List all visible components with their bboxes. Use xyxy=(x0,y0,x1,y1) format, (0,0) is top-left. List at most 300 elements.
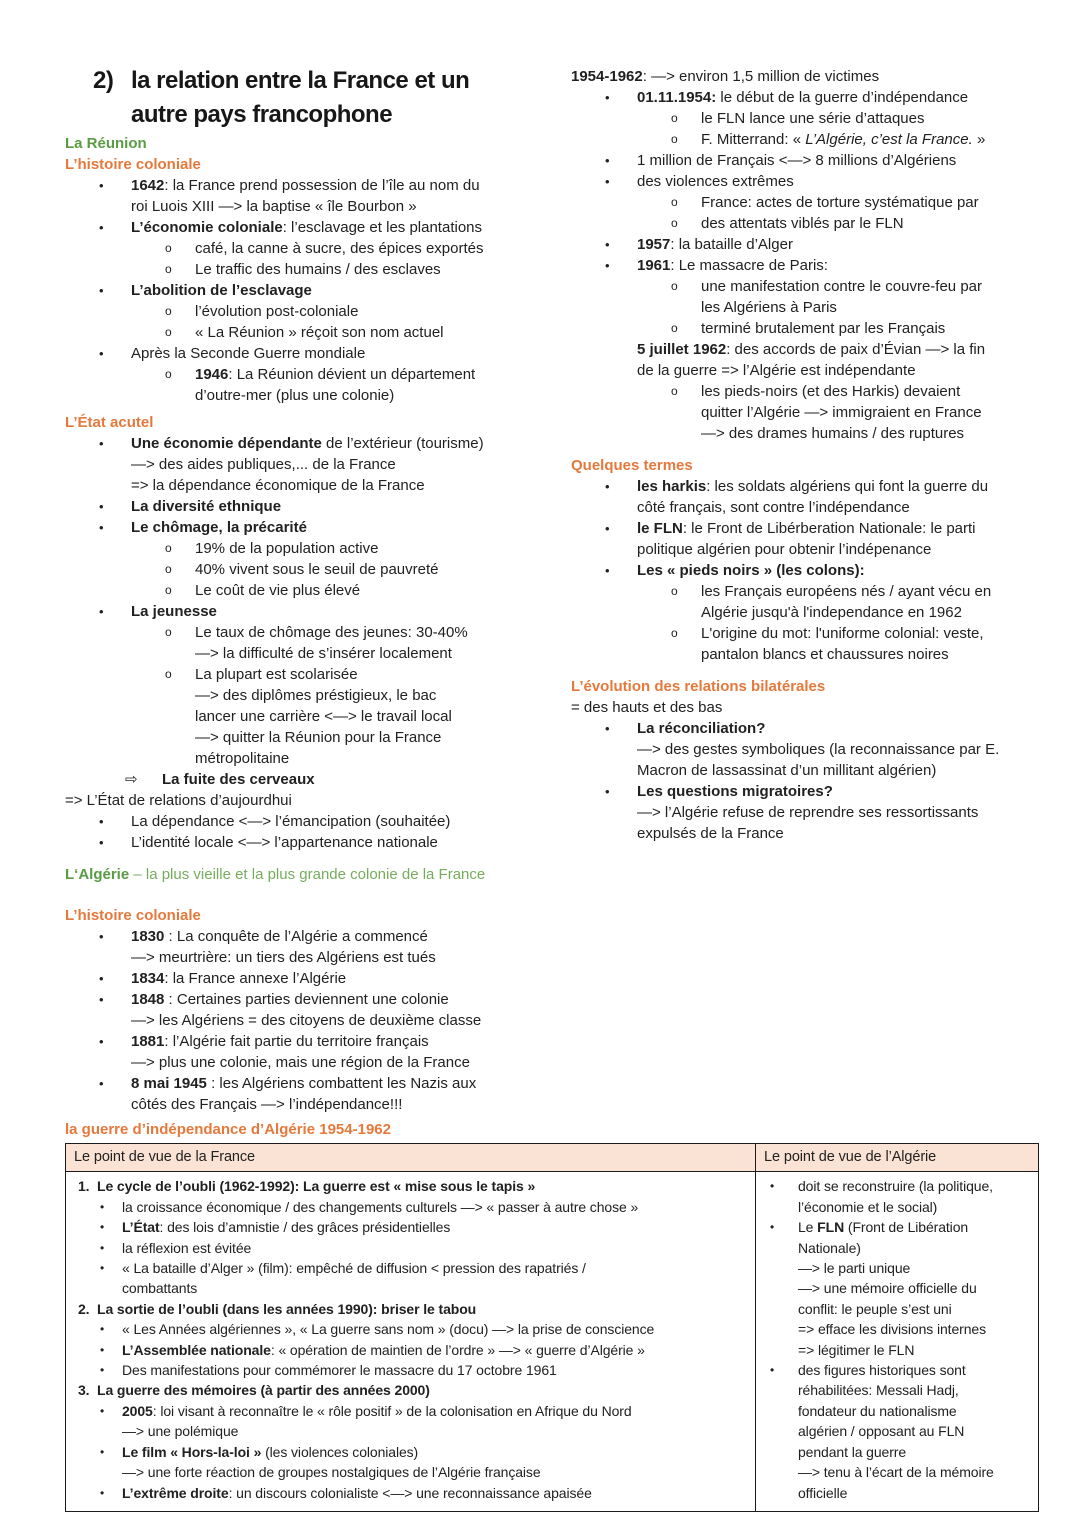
text-line xyxy=(65,811,543,832)
text-run: —> le parti unique xyxy=(798,1260,911,1277)
text-run: « La bataille d’Alger » (film): empêché de diffusion < pression des rapatriés / xyxy=(122,1260,586,1277)
text-line xyxy=(571,718,1043,739)
text-run: L'origine du mot: l'uniforme colonial: veste, xyxy=(701,625,984,642)
text-line xyxy=(756,1483,1032,1503)
circle-bullet-icon: o xyxy=(671,626,678,640)
text-run: : le Front de Libérberation Nationale: le parti xyxy=(682,520,976,537)
text-run: FLN xyxy=(817,1219,845,1236)
text-run: : La conquête de l’Algérie a commencé xyxy=(164,928,428,945)
text-run: La fuite des cerveaux xyxy=(162,771,315,788)
text-line xyxy=(571,560,1043,581)
bullet-icon: • xyxy=(99,971,104,986)
text-line xyxy=(65,1010,543,1031)
text-run: La guerre des mémoires (à partir des années 2000) xyxy=(97,1382,430,1399)
circle-bullet-icon: o xyxy=(165,262,172,276)
text-line xyxy=(756,1258,1032,1278)
text-run: —> les Algériens = des citoyens de deuxième classe xyxy=(131,1012,482,1029)
text-line xyxy=(756,1360,1032,1380)
text-run: 1881 xyxy=(131,1033,165,1050)
text-run: L’identité locale <—> l’appartenance nationale xyxy=(131,834,438,851)
circle-bullet-icon: o xyxy=(671,279,678,293)
circle-bullet-icon: o xyxy=(165,541,172,555)
text-run: —> une polémique xyxy=(122,1423,239,1440)
text-line xyxy=(756,1421,1032,1441)
bullet-icon: • xyxy=(605,258,610,273)
text-line xyxy=(65,685,543,706)
text-line xyxy=(756,1217,1032,1237)
text-line xyxy=(65,301,543,322)
text-line xyxy=(756,1176,1032,1196)
circle-bullet-icon: o xyxy=(671,195,678,209)
left-column xyxy=(65,64,543,1115)
table-header-algerie: Le point de vue de l’Algérie xyxy=(756,1144,1039,1172)
text-run: —> quitter la Réunion pour la France xyxy=(195,729,442,746)
text-run: politique algérien pour obtenir l’indépenance xyxy=(637,541,932,558)
text-run: l’économie et le social) xyxy=(798,1198,938,1215)
text-run: 40% vivent sous le seuil de pauvreté xyxy=(195,561,439,578)
text-run: 1946 xyxy=(195,366,229,383)
title-line-2: autre pays francophone xyxy=(131,101,393,128)
text-line xyxy=(571,129,1043,150)
text-run: —> la difficulté de s’insérer localement xyxy=(195,645,452,662)
text-line xyxy=(571,108,1043,129)
text-run: : loi visant à reconnaître le « rôle positif » de la colonisation en Afrique du Nord xyxy=(152,1402,632,1419)
text-run: 1830 xyxy=(131,928,165,945)
text-run: Algérie jusqu'à l'independance en 1962 xyxy=(701,604,962,621)
text-run: Le cycle de l’oubli (1962-1992): La guerre est « mise sous le tapis » xyxy=(97,1178,536,1195)
bullet-icon: • xyxy=(100,1240,105,1255)
text-line xyxy=(66,1483,749,1503)
text-line xyxy=(571,739,1043,760)
bullet-icon: • xyxy=(100,1363,105,1378)
text-run: roi Luois XIII —> la baptise « île Bourbon » xyxy=(131,198,417,215)
text-run: Le traffic des humains / des esclaves xyxy=(195,261,441,278)
text-run: les Français européens nés / ayant vécu en xyxy=(701,583,992,600)
text-run: conflit: le peuple s’est uni xyxy=(798,1300,952,1317)
text-line xyxy=(65,517,543,538)
bullet-icon: • xyxy=(605,521,610,536)
text-line xyxy=(65,864,543,885)
text-run: —> l’Algérie refuse de reprendre ses ressortissants xyxy=(637,804,979,821)
text-run: (Front de Libération xyxy=(844,1219,969,1236)
bullet-icon: • xyxy=(99,604,104,619)
text-line xyxy=(756,1238,1032,1258)
text-run: métropolitaine xyxy=(195,750,290,767)
text-run: Quelques termes xyxy=(571,457,693,474)
text-line xyxy=(571,402,1043,423)
text-run: : Certaines parties deviennent une colonie xyxy=(164,991,449,1008)
text-run: L’abolition de l’esclavage xyxy=(131,282,312,299)
number-label: 3. xyxy=(78,1382,90,1399)
text-run: : des lois d’amnistie / des grâces présidentielles xyxy=(159,1219,451,1236)
circle-bullet-icon: o xyxy=(671,584,678,598)
circle-bullet-icon: o xyxy=(165,667,172,681)
bullet-icon: • xyxy=(605,153,610,168)
text-line xyxy=(756,1401,1032,1421)
text-line xyxy=(66,1197,749,1217)
bullet-icon: • xyxy=(100,1261,105,1276)
text-run: côté français, sont contre l’indépendance xyxy=(637,499,910,516)
text-run: => efface les divisions internes xyxy=(798,1321,986,1338)
table-body-row xyxy=(66,1172,1039,1512)
text-run: 1848 xyxy=(131,991,165,1008)
text-line xyxy=(65,475,543,496)
circle-bullet-icon: o xyxy=(671,216,678,230)
text-run: —> une forte réaction de groupes nostalgiques de l’Algérie française xyxy=(122,1464,541,1481)
text-run: L’extrême droite xyxy=(122,1484,229,1501)
text-line xyxy=(571,318,1043,339)
text-line xyxy=(571,781,1043,802)
text-line xyxy=(65,259,543,280)
text-run: 8 mai 1945 xyxy=(131,1075,207,1092)
bullet-icon: • xyxy=(99,929,104,944)
circle-bullet-icon: o xyxy=(165,241,172,255)
left-column-blocks xyxy=(65,133,543,1115)
circle-bullet-icon: o xyxy=(165,562,172,576)
text-line xyxy=(571,581,1043,602)
text-run: La plupart est scolarisée xyxy=(195,666,358,683)
text-run: – la plus vieille et la plus grande colonie de la France xyxy=(129,866,486,883)
text-run: la croissance économique / des changements culturels —> « passer à autre chose » xyxy=(122,1198,639,1215)
text-line xyxy=(66,1217,749,1237)
text-run: les Algériens à Paris xyxy=(701,299,837,316)
text-run: 1 million de Français <—> 8 millions d’Algériens xyxy=(637,152,957,169)
text-run: 1642 xyxy=(131,177,165,194)
title-line-1: la relation entre la France et un xyxy=(131,67,470,94)
text-line xyxy=(571,623,1043,644)
text-run: le FLN lance une série d’attaques xyxy=(701,110,925,127)
text-run: les pieds-noirs (et des Harkis) devaient xyxy=(701,383,961,400)
bullet-icon: • xyxy=(99,499,104,514)
text-run: La dépendance <—> l’émancipation (souhaitée) xyxy=(131,813,451,830)
text-run: L’histoire coloniale xyxy=(65,156,201,173)
text-run: « La Réunion » réçoit son nom actuel xyxy=(195,324,444,341)
text-line xyxy=(65,968,543,989)
table-caption: la guerre d’indépendance d’Algérie 1954-1962 xyxy=(65,1121,391,1138)
text-run: L’histoire coloniale xyxy=(65,907,201,924)
text-line xyxy=(66,1238,749,1258)
bullet-icon: • xyxy=(100,1444,105,1459)
text-line xyxy=(65,343,543,364)
war-table-section xyxy=(65,1119,1038,1512)
text-run: : des accords de paix d’Évian —> la fin xyxy=(726,341,986,358)
text-run: Après la Seconde Guerre mondiale xyxy=(131,345,366,362)
text-run: pendant la guerre xyxy=(798,1443,907,1460)
bullet-icon: • xyxy=(605,90,610,105)
bullet-icon: • xyxy=(605,479,610,494)
text-run: —> tenu à l’écart de la mémoire xyxy=(798,1464,994,1481)
text-line xyxy=(65,601,543,622)
text-line xyxy=(571,381,1043,402)
text-run: : la bataille d’Alger xyxy=(670,236,793,253)
text-line xyxy=(66,1360,749,1380)
text-run: Une économie dépendante xyxy=(131,435,322,452)
bullet-icon: • xyxy=(99,178,104,193)
circle-bullet-icon: o xyxy=(165,583,172,597)
circle-bullet-icon: o xyxy=(671,321,678,335)
circle-bullet-icon: o xyxy=(165,625,172,639)
text-run: La jeunesse xyxy=(131,603,217,620)
text-run: Macron de lassassinat d’un millitant algérien) xyxy=(637,762,937,779)
bullet-icon: • xyxy=(99,814,104,829)
text-line xyxy=(756,1380,1032,1400)
bullet-icon: • xyxy=(100,1322,105,1337)
text-run: terminé brutalement par les Français xyxy=(701,320,946,337)
text-line xyxy=(65,769,543,790)
text-line xyxy=(571,192,1043,213)
text-run: : les soldats algériens qui font la guerre du xyxy=(706,478,989,495)
text-line xyxy=(65,322,543,343)
text-run: L’Algérie, c’est la France. xyxy=(805,131,973,148)
text-run: L’Assemblée nationale xyxy=(122,1341,271,1358)
text-run: La sortie de l’oubli (dans les années 1990): briser le tabou xyxy=(97,1300,477,1317)
text-run: : un discours colonialiste <—> une reconnaissance apaisée xyxy=(228,1484,592,1501)
bullet-icon: • xyxy=(99,220,104,235)
text-line xyxy=(65,538,543,559)
bullet-icon: • xyxy=(99,520,104,535)
text-line xyxy=(65,832,543,853)
text-line xyxy=(65,385,543,406)
text-run: => la dépendance économique de la France xyxy=(131,477,425,494)
table-header-france: Le point de vue de la France xyxy=(66,1144,756,1172)
text-run: réhabilitées: Messali Hadj, xyxy=(798,1382,959,1399)
text-line xyxy=(756,1340,1032,1360)
text-run: : « opération de maintien de l’ordre » —> « guerre d’Algérie » xyxy=(270,1341,645,1358)
text-run: de l’extérieur (tourisme) xyxy=(321,435,484,452)
text-run: 19% de la population active xyxy=(195,540,379,557)
text-line xyxy=(571,476,1043,497)
text-run: L’économie coloniale xyxy=(131,219,283,236)
text-run: —> des diplômes préstigieux, le bac xyxy=(195,687,437,704)
bullet-icon: • xyxy=(99,835,104,850)
number-label: 1. xyxy=(78,1178,90,1195)
text-run: : les Algériens combattent les Nazis aux xyxy=(206,1075,477,1092)
text-run: les harkis xyxy=(637,478,707,495)
text-run: Des manifestations pour commémorer le massacre du 17 octobre 1961 xyxy=(122,1362,557,1379)
text-line xyxy=(66,1319,749,1339)
text-run: : la France annexe l’Algérie xyxy=(164,970,347,987)
bullet-icon: • xyxy=(605,174,610,189)
text-run: café, la canne à sucre, des épices exportés xyxy=(195,240,484,257)
bullet-icon: • xyxy=(770,1179,775,1194)
text-run: Les questions migratoires? xyxy=(637,783,833,800)
text-line xyxy=(65,496,543,517)
text-line xyxy=(65,412,543,433)
text-run: le début de la guerre d’indépendance xyxy=(716,89,969,106)
text-line xyxy=(66,1278,749,1298)
text-line xyxy=(571,802,1043,823)
text-line xyxy=(571,539,1043,560)
text-run: » xyxy=(972,131,986,148)
text-line xyxy=(65,1094,543,1115)
text-run: 1957 xyxy=(637,236,671,253)
text-line xyxy=(65,1031,543,1052)
text-run: Le coût de vie plus élevé xyxy=(195,582,361,599)
circle-bullet-icon: o xyxy=(165,325,172,339)
bullet-icon: • xyxy=(605,784,610,799)
text-run: : la France prend possession de l’île au nom du xyxy=(164,177,480,194)
bullet-icon: • xyxy=(99,992,104,1007)
text-line xyxy=(571,644,1043,665)
text-run: l’évolution post-coloniale xyxy=(195,303,359,320)
text-run: expulsés de la France xyxy=(637,825,784,842)
text-line xyxy=(65,559,543,580)
text-run: des figures historiques sont xyxy=(798,1362,966,1379)
text-run: F. Mitterrand: « xyxy=(701,131,806,148)
text-line xyxy=(571,150,1043,171)
text-line xyxy=(65,727,543,748)
text-line xyxy=(65,580,543,601)
text-run: (les violences coloniales) xyxy=(261,1443,419,1460)
text-run: quitter l’Algérie —> immigraient en France xyxy=(701,404,982,421)
text-line xyxy=(756,1197,1032,1217)
text-line xyxy=(571,760,1043,781)
text-run: Le film « Hors-la-loi » xyxy=(122,1443,262,1460)
text-run: : —> environ 1,5 million de victimes xyxy=(642,68,880,85)
text-run: combattants xyxy=(122,1280,198,1297)
text-line xyxy=(571,87,1043,108)
text-line xyxy=(65,433,543,454)
circle-bullet-icon: o xyxy=(671,132,678,146)
text-run: L’évolution des relations bilatérales xyxy=(571,678,826,695)
text-line xyxy=(65,643,543,664)
bullet-icon: • xyxy=(605,563,610,578)
bullet-icon: • xyxy=(100,1220,105,1235)
text-run: L‘Algérie xyxy=(65,866,130,883)
text-line xyxy=(65,622,543,643)
text-line xyxy=(65,989,543,1010)
text-run: officielle xyxy=(798,1484,848,1501)
circle-bullet-icon: o xyxy=(165,304,172,318)
text-run: la réflexion est évitée xyxy=(122,1239,252,1256)
text-run: —> des gestes symboliques (la reconnaissance par E. xyxy=(637,741,1000,758)
bullet-icon: • xyxy=(99,1034,104,1049)
text-line xyxy=(65,280,543,301)
text-run: La réconciliation? xyxy=(637,720,766,737)
text-line xyxy=(65,947,543,968)
text-run: : La Réunion dévient un département xyxy=(228,366,476,383)
text-line xyxy=(66,1462,749,1482)
text-run: de la guerre => l’Algérie est indépendante xyxy=(637,362,916,379)
text-line xyxy=(65,133,543,154)
text-run: = des hauts et des bas xyxy=(571,699,723,716)
text-run: —> meurtrière: un tiers des Algériens est tués xyxy=(131,949,436,966)
text-line xyxy=(756,1278,1032,1298)
text-run: Nationale) xyxy=(798,1239,861,1256)
bullet-icon: • xyxy=(605,721,610,736)
text-line xyxy=(756,1442,1032,1462)
circle-bullet-icon: o xyxy=(671,111,678,125)
text-run: => légitimer le FLN xyxy=(798,1341,915,1358)
text-run: une manifestation contre le couvre-feu par xyxy=(701,278,982,295)
algerie-viewpoint-cell xyxy=(756,1172,1039,1512)
text-line xyxy=(66,1401,749,1421)
text-run: 01.11.1954: xyxy=(637,89,717,106)
text-run: : Le massacre de Paris: xyxy=(670,257,828,274)
text-run: 2005 xyxy=(122,1402,153,1419)
text-run: des violences extrêmes xyxy=(637,173,794,190)
circle-bullet-icon: o xyxy=(671,384,678,398)
text-line xyxy=(571,213,1043,234)
text-run: côtés des Français —> l’indépendance!!! xyxy=(131,1096,403,1113)
text-line xyxy=(571,360,1043,381)
text-line xyxy=(66,1380,749,1400)
text-run: 1961 xyxy=(637,257,671,274)
text-line xyxy=(571,171,1043,192)
text-line xyxy=(65,1073,543,1094)
text-run: —> des drames humains / des ruptures xyxy=(701,425,965,442)
text-line xyxy=(571,297,1043,318)
title-number: 2) xyxy=(93,67,114,94)
bullet-icon: • xyxy=(100,1199,105,1214)
text-run: le FLN xyxy=(637,520,683,537)
text-run: « Les Années algériennes », « La guerre sans nom » (docu) —> la prise de conscience xyxy=(122,1321,655,1338)
page-title xyxy=(65,64,543,132)
text-run: lancer une carrière <—> le travail local xyxy=(195,708,452,725)
text-line xyxy=(571,697,1043,718)
text-run: 5 juillet 1962 xyxy=(637,341,727,358)
text-run: —> une mémoire officielle du xyxy=(798,1280,977,1297)
text-run: pantalon blancs et chaussures noires xyxy=(701,646,949,663)
circle-bullet-icon: o xyxy=(165,367,172,381)
rightwards-arrow-icon: ⇨ xyxy=(125,771,138,788)
bullet-icon: • xyxy=(99,436,104,451)
text-line xyxy=(66,1258,749,1278)
bullet-icon: • xyxy=(99,346,104,361)
text-run: : l’Algérie fait partie du territoire français xyxy=(164,1033,429,1050)
bullet-icon: • xyxy=(100,1342,105,1357)
text-run: d’outre-mer (plus une colonie) xyxy=(195,387,395,404)
text-run: fondateur du nationalisme xyxy=(798,1402,957,1419)
text-line xyxy=(66,1176,749,1196)
text-line xyxy=(65,790,543,811)
viewpoints-table xyxy=(65,1143,1039,1512)
text-line xyxy=(571,455,1043,476)
text-line xyxy=(65,1052,543,1073)
text-line xyxy=(65,154,543,175)
text-line xyxy=(571,497,1043,518)
text-line xyxy=(65,926,543,947)
bullet-icon: • xyxy=(770,1363,775,1378)
text-line xyxy=(65,748,543,769)
france-viewpoint-cell xyxy=(66,1172,756,1512)
text-line xyxy=(571,602,1043,623)
text-run: Le chômage, la précarité xyxy=(131,519,307,536)
text-line xyxy=(65,196,543,217)
text-run: L’État xyxy=(122,1219,160,1236)
right-column-blocks xyxy=(571,66,1043,844)
bullet-icon: • xyxy=(605,237,610,252)
text-line xyxy=(66,1340,749,1360)
text-run: 1834 xyxy=(131,970,165,987)
text-run: => L’État de relations d’aujourdhui xyxy=(65,792,292,809)
text-run: La diversité ethnique xyxy=(131,498,282,515)
text-line xyxy=(65,706,543,727)
table-header-row xyxy=(66,1144,1039,1172)
text-run: : l’esclavage et les plantations xyxy=(282,219,483,236)
bullet-icon: • xyxy=(99,283,104,298)
text-run: des attentats viblés par le FLN xyxy=(701,215,904,232)
text-run: 1954-1962 xyxy=(571,68,643,85)
bullet-icon: • xyxy=(100,1403,105,1418)
text-run: La Réunion xyxy=(65,135,147,152)
text-run: France: actes de torture systématique par xyxy=(701,194,979,211)
text-line xyxy=(756,1462,1032,1482)
text-line xyxy=(65,454,543,475)
text-line xyxy=(65,664,543,685)
text-run: L’État acutel xyxy=(65,414,154,431)
text-line xyxy=(756,1319,1032,1339)
